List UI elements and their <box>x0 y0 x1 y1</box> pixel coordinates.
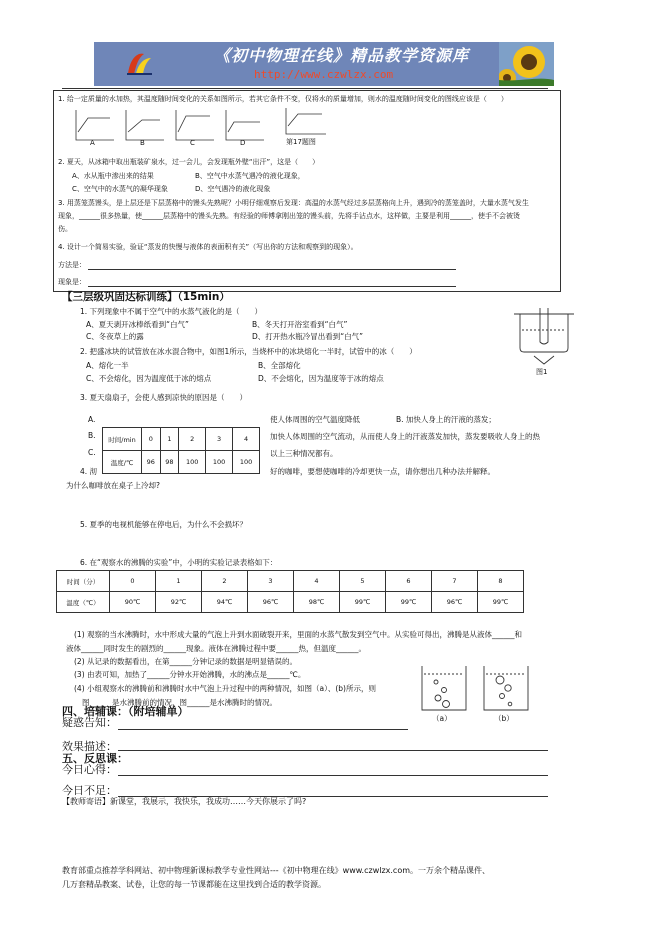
method-answer-line <box>88 269 456 270</box>
box-q3-line3: 伤。 <box>58 225 72 233</box>
sunflower-image <box>499 42 554 86</box>
footer-line1: 教育部重点推荐学科网站、初中物理新课标教学专业性网站---《初中物理在线》www.czwlzx.com。一万余个精品课件、 <box>62 866 491 875</box>
small-table-cell: 100 <box>233 451 260 474</box>
banner-url[interactable]: http://www.czwlzx.com <box>254 68 394 81</box>
s3-q4-a: 4. 沏 <box>80 467 98 476</box>
table-cell: 1 <box>156 571 202 592</box>
table-cell: 2 <box>202 571 248 592</box>
effect-answer-line <box>118 750 548 751</box>
s3-q1-opt-b: B、冬天打开浴室看到“白气” <box>252 320 348 329</box>
fig-a-label: （a） <box>432 714 452 723</box>
s3-q1-opt-d: D、打开热水瓶冷冒出看到“白气” <box>252 332 364 341</box>
s3-q2-opt-d: D、不会熔化，因为温度等于冰的熔点 <box>258 374 384 383</box>
s3-q1-opt-c: C、冬夜草上的露 <box>86 332 144 341</box>
table-cell: 99℃ <box>386 592 432 613</box>
table-cell: 6 <box>386 571 432 592</box>
banner-title: 《初中物理在线》精品教学资源库 <box>214 46 470 65</box>
s3-q2: 2. 把盛冰块的试管放在冰水混合物中，如图1所示，当烧杯中的冰块熔化一半时，试管中的冰（ ） <box>80 347 417 356</box>
table-cell: 3 <box>248 571 294 592</box>
box-q4: 4. 设计一个简易实验，验证“蒸发的快慢与液体的表面积有关”（写出你的方法和观察到的现象）。 <box>58 243 358 251</box>
table-cell: 90℃ <box>110 592 156 613</box>
s3-q5: 5. 夏季的电视机能够在停电后，为什么不会损坏？ <box>80 520 248 529</box>
box-q3-line2: 现象，______很多热量，使______层蒸格中的馒头先熟。有经验的师傅拿刚出笼的馒头前，先将手沾点水，这样做，主要是利用______，使手不会被烫 <box>58 212 520 220</box>
header-rule <box>62 88 548 89</box>
table-cell: 96℃ <box>432 592 478 613</box>
s3-sub4-a: (4) 小组观察水的沸腾前和沸腾时水中气泡上升过程中的两种情况，如图（a）、(b)所示，则 <box>74 684 376 693</box>
s3-sub3: (3) 由表可知，加热了______分钟水开始沸腾，水的沸点是______℃。 <box>74 670 306 679</box>
graph-b-label: B <box>140 139 145 147</box>
fig1-beaker <box>510 306 578 378</box>
phenom-answer-line <box>88 286 456 287</box>
s3-q1-opt-a: A、夏天剥开冰棒纸看到“白气” <box>86 320 189 329</box>
table-row1-label: 时间（分） <box>57 571 110 592</box>
small-table-cell: 96 <box>142 451 161 474</box>
s3-q2-opt-b: B、全部熔化 <box>258 361 301 370</box>
table-cell: 8 <box>478 571 524 592</box>
q1-graphs <box>70 108 280 148</box>
today-answer-line <box>118 775 548 776</box>
effect-label: 效果描述： <box>62 740 117 753</box>
phenom-label: 现象是： <box>58 278 86 286</box>
table-cell: 7 <box>432 571 478 592</box>
small-table-cell: 1 <box>160 428 179 451</box>
s3-q3-right-3: 加快人体周围的空气流动，从而使人身上的汗液蒸发加快，蒸发要吸收人身上的热 <box>270 432 540 441</box>
fig-b-label: （b） <box>494 714 514 723</box>
graph-d-label: D <box>240 139 246 147</box>
s3-q3-opt-c: C. <box>88 448 96 457</box>
s3-q3-opt-b: B. <box>88 431 96 440</box>
table-cell: 99℃ <box>340 592 386 613</box>
table-cell: 92℃ <box>156 592 202 613</box>
s3-sub1-a: (1) 观察的当水沸腾时，水中形成大量的气泡上升到水面破裂开来，里面的水蒸气散发到空气中。从实验可得出，沸腾是从液体______和 <box>74 630 523 639</box>
s3-q3-right-4: 以上三种情况都有。 <box>270 449 338 458</box>
q2-option-c: C、空气中的水蒸气的凝华现象 <box>72 185 168 193</box>
q1-figure-caption: 第17题图 <box>286 138 316 146</box>
small-table-cell: 2 <box>179 428 206 451</box>
s3-q3-right-1: 使人体周围的空气温度降低 <box>270 415 360 424</box>
small-table-cell: 100 <box>179 451 206 474</box>
s3-q3-right-2: B. 加快人身上的汗液的蒸发； <box>396 415 496 424</box>
s3-q3: 3. 夏天扇扇子，会使人感到凉快的原因是（ ） <box>80 393 248 402</box>
s3-sub4-b: 图______是水沸腾前的情况，图______是水沸腾时的情况。 <box>82 698 277 707</box>
lack-label: 今日不足： <box>62 784 117 797</box>
table-cell: 0 <box>110 571 156 592</box>
small-table-cell: 98 <box>160 451 179 474</box>
section3-heading: 【三层级巩固达标训练】（15min） <box>62 291 230 303</box>
table-cell: 5 <box>340 571 386 592</box>
small-table-row2-label: 温度/℃ <box>103 451 142 474</box>
table-cell: 99℃ <box>478 592 524 613</box>
small-table-row1-label: 时间/min <box>103 428 142 451</box>
s3-q2-opt-a: A、熔化一半 <box>86 361 129 370</box>
graph-a-label: A <box>90 139 95 147</box>
q2-option-b: B、空气中水蒸气遇冷的液化现象， <box>195 172 305 180</box>
s3-q3-opt-a: A. <box>88 415 96 424</box>
small-table-cell: 100 <box>206 451 233 474</box>
q2-option-a: A、水从瓶中渗出来的结果 <box>72 172 154 180</box>
graph-c-label: C <box>190 139 195 147</box>
q1-figure <box>282 106 328 148</box>
section4-heading: 四、培辅课：（附培辅单） <box>62 705 189 718</box>
table-cell: 98℃ <box>294 592 340 613</box>
s3-q4-b: 好的咖啡，要想使咖啡的冷却更快一点，请你想出几种办法并解释。 <box>270 467 495 476</box>
box-q2: 2. 夏天，从冰箱中取出瓶装矿泉水，过一会儿，会发现瓶外壁“出汗”，这是（ ） <box>58 158 320 166</box>
table-cell: 96℃ <box>248 592 294 613</box>
table-cell: 94℃ <box>202 592 248 613</box>
s3-q6: 6. 在“观察水的沸腾的实验”中，小明的实验记录表格如下： <box>80 558 278 567</box>
small-table-cell: 4 <box>233 428 260 451</box>
doubt-answer-line <box>118 729 408 730</box>
fig1-label: 图1 <box>536 368 548 376</box>
s3-sub2: (2) 从记录的数据看出，在第______分钟记录的数据是明显错误的。 <box>74 657 298 666</box>
table-row2-label: 温度（℃） <box>57 592 110 613</box>
bubble-figures <box>418 662 532 726</box>
s3-sub1-b: 液体______同时发生的剧烈的______现象。液体在沸腾过程中要______热，但温度______。 <box>66 644 366 653</box>
table-cell: 4 <box>294 571 340 592</box>
s3-q1: 1. 下列现象中不属于空气中的水蒸气液化的是（ ） <box>80 307 263 316</box>
q2-option-d: D、空气遇冷的液化现象 <box>195 185 271 193</box>
banner-logo <box>124 48 154 78</box>
teacher-motto: 【教师寄语】新课堂，我展示，我快乐，我成功……今天你展示了吗? <box>62 797 307 806</box>
section5-heading: 五、反思课： <box>62 752 128 765</box>
doubt-label: 疑惑告知： <box>62 716 117 729</box>
boiling-data-table <box>56 570 524 613</box>
box-q3-line1: 3. 用蒸笼蒸馒头，是上层还是下层蒸格中的馒头先熟呢？小明仔细观察后发现：高温的水蒸气经过多层蒸格向上升，遇到冷的蒸笼盖时，大量水蒸气发生 <box>58 199 529 207</box>
box-q1: 1. 给一定质量的水加热，其温度随时间变化的关系如图所示，若其它条件不变，仅将水的质量增加，则水的温度随时间变化的图线应该是（ ） <box>58 95 508 103</box>
small-table-cell: 0 <box>142 428 161 451</box>
small-data-table <box>102 427 260 474</box>
banner <box>94 42 554 86</box>
s3-q4-c: 为什么咖啡放在桌子上冷却? <box>66 481 160 490</box>
s3-q2-opt-c: C、不会熔化，因为温度低于冰的熔点 <box>86 374 212 383</box>
footer-line2: 几万套精品教案、试卷，让您的每一节课都能在这里找到合适的教学资源。 <box>62 880 326 889</box>
small-table-cell: 3 <box>206 428 233 451</box>
method-label: 方法是： <box>58 261 86 269</box>
today-label: 今日心得： <box>62 763 117 776</box>
